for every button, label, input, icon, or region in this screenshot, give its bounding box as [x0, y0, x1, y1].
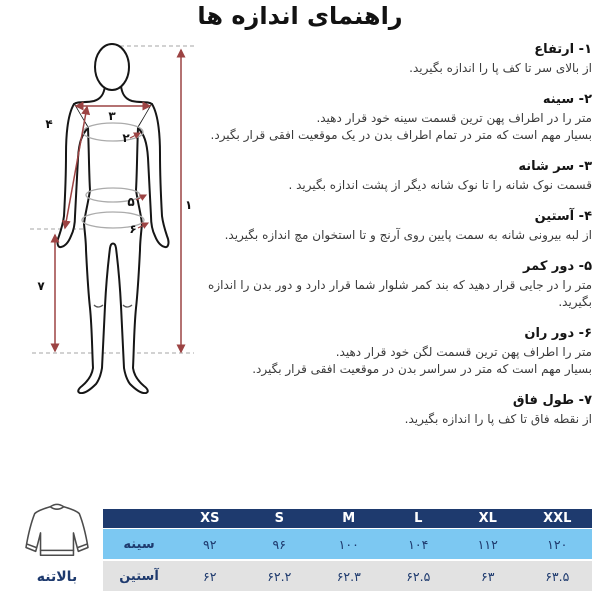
diagram-label-waist: ۵: [127, 195, 135, 209]
size-table-row-sleeve: [103, 561, 592, 591]
diagram-label-shoulder: ۳: [108, 109, 116, 123]
table-value: ۱۱۲: [477, 536, 498, 552]
size-column-header: XXL: [543, 511, 572, 526]
garment-category: [20, 500, 94, 585]
table-value: ۶۲.۳: [336, 568, 361, 584]
diagram-label-hip: ۶: [129, 222, 137, 236]
section-thigh: [206, 326, 592, 378]
table-value: ۹۶: [272, 536, 286, 552]
body-measurement-diagram: [28, 38, 200, 394]
table-value: ۶۳: [481, 568, 495, 584]
table-value: ۹۲: [203, 536, 217, 552]
section-heading: ۷- طول فاق: [512, 393, 592, 408]
section-text: از نقطه فاق تا کف پا را اندازه بگیرید.: [404, 412, 592, 426]
row-label: سینه: [123, 536, 155, 552]
section-text: از بالای سر تا کف پا را اندازه بگیرید.: [409, 61, 592, 75]
size-column-header: S: [274, 511, 284, 526]
section-text: بسیار مهم است که متر در سراسر بدن در موقعیت افقی قرار بگیرد.: [252, 362, 592, 376]
section-text: از لبه بیرونی شانه به سمت پایین روی آرنج و تا استخوان مچ اندازه بگیرید.: [224, 228, 592, 242]
section-text: بسیار مهم است که متر در تمام اطراف بدن در یک موقعیت افقی قرار بگیرد.: [210, 128, 592, 142]
section-chest: [206, 92, 592, 144]
section-sleeve: [206, 209, 592, 244]
section-heading: ۶- دور ران: [524, 326, 592, 341]
person-figure: [58, 44, 169, 393]
page-title: راهنمای اندازه ها: [197, 2, 403, 30]
size-table-header-row: [103, 509, 592, 528]
section-heading: ۱- ارتفاع: [534, 42, 592, 57]
sweatshirt-icon: [22, 500, 92, 562]
table-value: ۶۲: [203, 568, 217, 584]
section-text: متر را در اطراف پهن ترین قسمت سینه خود قرار دهید.: [316, 111, 592, 125]
table-value: ۶۲.۵: [406, 568, 431, 584]
diagram-label-inseam: ۷: [37, 279, 45, 293]
section-text: متر را در جایی قرار دهید که بند کمر شلوار شما قرار دارد و دور بدن را اندازه بگیرید.: [208, 278, 592, 309]
section-crotch: [206, 393, 592, 428]
size-table: [103, 509, 592, 591]
section-heading: ۴- آستین: [534, 209, 592, 224]
section-heading: ۵- دور کمر: [523, 259, 592, 274]
size-column-header: XS: [200, 511, 220, 526]
diagram-label-chest: ۲: [122, 131, 130, 145]
section-height: [206, 42, 592, 77]
size-column-header: XL: [478, 511, 497, 526]
size-table-corner-cell: [103, 509, 175, 528]
diagram-label-height: ۱: [185, 198, 193, 212]
instructions-panel: [206, 42, 592, 443]
section-waist: [206, 259, 592, 311]
table-value: ۶۳.۵: [545, 568, 570, 584]
section-heading: ۳- سر شانه: [518, 159, 592, 174]
diagram-label-sleeve: ۴: [45, 117, 53, 131]
size-column-header: M: [342, 511, 356, 526]
table-value: ۱۰۰: [338, 536, 359, 552]
section-text: قسمت نوک شانه را تا نوک شانه دیگر از پشت اندازه بگیرید .: [288, 178, 592, 192]
head: [95, 44, 129, 90]
table-value: ۶۲.۲: [267, 568, 292, 584]
size-table-row-chest: [103, 529, 592, 559]
section-text: متر را اطراف پهن ترین قسمت لگن خود قرار دهید.: [335, 345, 592, 359]
size-column-header: L: [414, 511, 423, 526]
section-heading: ۲- سینه: [542, 92, 592, 107]
section-shoulder: [206, 159, 592, 194]
table-value: ۱۲۰: [547, 536, 568, 552]
row-label: آستین: [119, 568, 159, 584]
table-value: ۱۰۴: [408, 536, 429, 552]
garment-category-label: بالاتنه: [36, 569, 78, 585]
